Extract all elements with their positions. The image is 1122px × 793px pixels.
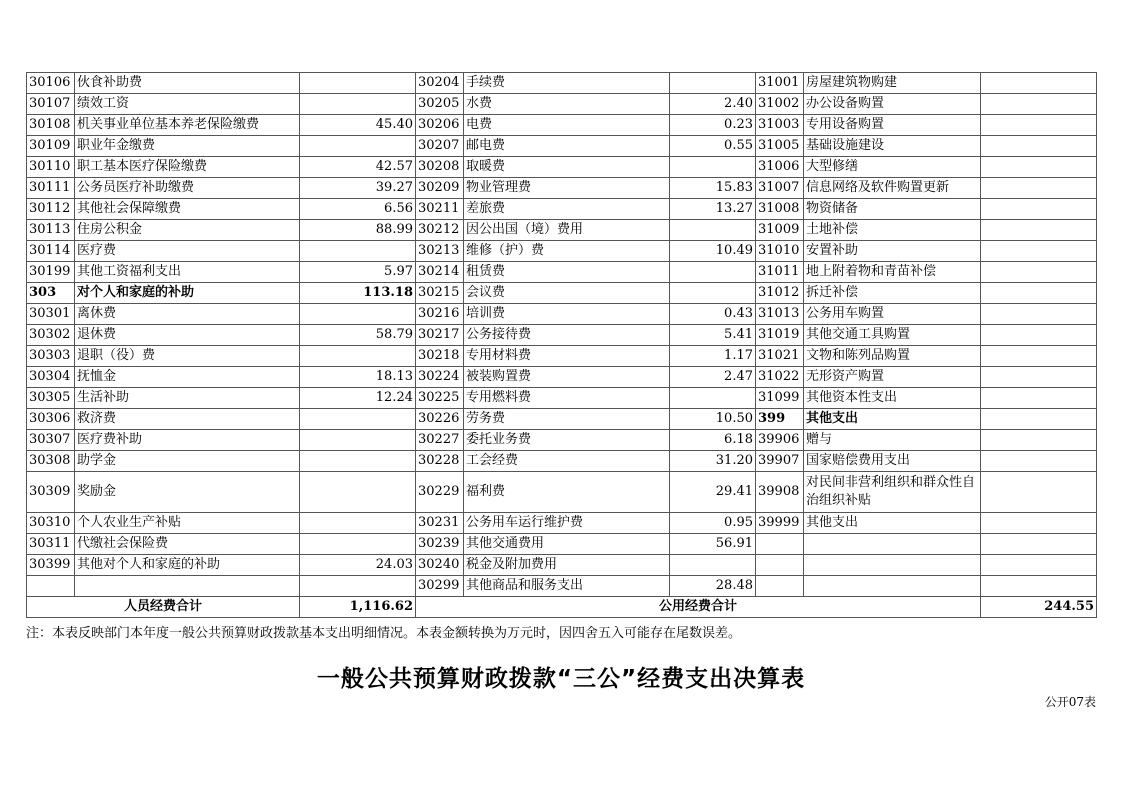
public-total-label: 公用经费合计	[416, 597, 981, 618]
amount-cell: 45.40	[300, 115, 416, 136]
code-cell: 30309	[27, 472, 75, 513]
amount-cell	[300, 430, 416, 451]
amount-cell	[981, 367, 1097, 388]
code-cell: 30212	[416, 220, 464, 241]
code-cell: 31005	[756, 136, 804, 157]
amount-cell: 29.41	[670, 472, 756, 513]
item-name-cell: 退休费	[75, 325, 300, 346]
amount-cell: 113.18	[300, 283, 416, 304]
code-cell: 30224	[416, 367, 464, 388]
amount-cell: 56.91	[670, 534, 756, 555]
amount-cell	[670, 262, 756, 283]
amount-cell	[670, 220, 756, 241]
amount-cell: 5.41	[670, 325, 756, 346]
code-cell: 39908	[756, 472, 804, 513]
item-name-cell: 地上附着物和青苗补偿	[804, 262, 981, 283]
table-row	[27, 220, 1097, 241]
item-name-cell: 文物和陈列品购置	[804, 346, 981, 367]
item-name-cell: 奖励金	[75, 472, 300, 513]
table-row	[27, 472, 1097, 513]
code-cell: 30228	[416, 451, 464, 472]
code-cell: 30311	[27, 534, 75, 555]
code-cell: 30114	[27, 241, 75, 262]
amount-cell: 28.48	[670, 576, 756, 597]
amount-cell	[981, 409, 1097, 430]
item-name-cell: 抚恤金	[75, 367, 300, 388]
item-name-cell: 离休费	[75, 304, 300, 325]
item-name-cell: 房屋建筑物购建	[804, 73, 981, 94]
amount-cell	[300, 241, 416, 262]
amount-cell	[300, 94, 416, 115]
code-cell: 31008	[756, 199, 804, 220]
item-name-cell: 绩效工资	[75, 94, 300, 115]
item-name-cell: 赠与	[804, 430, 981, 451]
item-name-cell: 取暖费	[464, 157, 670, 178]
code-cell: 30307	[27, 430, 75, 451]
item-name-cell	[75, 576, 300, 597]
code-cell: 30209	[416, 178, 464, 199]
item-name-cell: 委托业务费	[464, 430, 670, 451]
code-cell: 30304	[27, 367, 75, 388]
item-name-cell: 职工基本医疗保险缴费	[75, 157, 300, 178]
item-name-cell: 维修（护）费	[464, 241, 670, 262]
amount-cell: 0.55	[670, 136, 756, 157]
amount-cell: 0.95	[670, 513, 756, 534]
table-row	[27, 115, 1097, 136]
item-name-cell: 医疗费补助	[75, 430, 300, 451]
code-cell: 30106	[27, 73, 75, 94]
code-cell: 30211	[416, 199, 464, 220]
item-name-cell: 工会经费	[464, 451, 670, 472]
amount-cell: 2.40	[670, 94, 756, 115]
item-name-cell: 专用燃料费	[464, 388, 670, 409]
item-name-cell: 公务用车运行维护费	[464, 513, 670, 534]
item-name-cell: 公务接待费	[464, 325, 670, 346]
amount-cell: 42.57	[300, 157, 416, 178]
item-name-cell: 公务员医疗补助缴费	[75, 178, 300, 199]
item-name-cell: 安置补助	[804, 241, 981, 262]
expenditure-detail-table	[26, 72, 1097, 618]
amount-cell: 88.99	[300, 220, 416, 241]
code-cell: 31007	[756, 178, 804, 199]
amount-cell	[300, 513, 416, 534]
amount-cell	[981, 136, 1097, 157]
item-name-cell: 公务用车购置	[804, 304, 981, 325]
code-cell: 30215	[416, 283, 464, 304]
code-cell: 30306	[27, 409, 75, 430]
code-cell: 30112	[27, 199, 75, 220]
personnel-total-label: 人员经费合计	[27, 597, 300, 618]
amount-cell: 58.79	[300, 325, 416, 346]
item-name-cell: 物业管理费	[464, 178, 670, 199]
item-name-cell: 专用材料费	[464, 346, 670, 367]
code-cell: 30231	[416, 513, 464, 534]
item-name-cell: 国家赔偿费用支出	[804, 451, 981, 472]
item-name-cell: 其他支出	[804, 513, 981, 534]
code-cell: 399	[756, 409, 804, 430]
table-note: 注：本表反映部门本年度一般公共预算财政拨款基本支出明细情况。本表金额转换为万元时，因四舍五入可能存在尾数误差。	[26, 626, 742, 641]
item-name-cell: 其他资本性支出	[804, 388, 981, 409]
code-cell: 31006	[756, 157, 804, 178]
code-cell: 30227	[416, 430, 464, 451]
amount-cell	[981, 94, 1097, 115]
code-cell: 31013	[756, 304, 804, 325]
personnel-total-value: 1,116.62	[300, 597, 416, 618]
item-name-cell: 被装购置费	[464, 367, 670, 388]
item-name-cell: 其他对个人和家庭的补助	[75, 555, 300, 576]
amount-cell	[300, 409, 416, 430]
code-cell: 31002	[756, 94, 804, 115]
table-row	[27, 325, 1097, 346]
code-cell: 30299	[416, 576, 464, 597]
item-name-cell: 其他交通工具购置	[804, 325, 981, 346]
item-name-cell: 助学金	[75, 451, 300, 472]
table-row	[27, 430, 1097, 451]
code-cell: 30239	[416, 534, 464, 555]
code-cell: 30199	[27, 262, 75, 283]
amount-cell	[300, 73, 416, 94]
code-cell: 30218	[416, 346, 464, 367]
amount-cell	[981, 534, 1097, 555]
code-cell: 31001	[756, 73, 804, 94]
code-cell: 39907	[756, 451, 804, 472]
amount-cell: 1.17	[670, 346, 756, 367]
code-cell	[27, 576, 75, 597]
amount-cell	[670, 157, 756, 178]
code-cell: 30225	[416, 388, 464, 409]
amount-cell	[670, 283, 756, 304]
item-name-cell: 职业年金缴费	[75, 136, 300, 157]
amount-cell	[981, 157, 1097, 178]
item-name-cell	[804, 555, 981, 576]
amount-cell: 24.03	[300, 555, 416, 576]
item-name-cell: 其他工资福利支出	[75, 262, 300, 283]
table-row	[27, 178, 1097, 199]
code-cell: 39999	[756, 513, 804, 534]
item-name-cell: 其他交通费用	[464, 534, 670, 555]
item-name-cell: 手续费	[464, 73, 670, 94]
amount-cell	[300, 304, 416, 325]
amount-cell	[981, 346, 1097, 367]
code-cell: 39906	[756, 430, 804, 451]
code-cell: 31019	[756, 325, 804, 346]
code-cell: 31011	[756, 262, 804, 283]
code-cell	[756, 534, 804, 555]
item-name-cell: 其他支出	[804, 409, 981, 430]
amount-cell: 10.50	[670, 409, 756, 430]
item-name-cell: 其他社会保障缴费	[75, 199, 300, 220]
amount-cell	[981, 430, 1097, 451]
amount-cell: 2.47	[670, 367, 756, 388]
table-row	[27, 367, 1097, 388]
amount-cell	[981, 576, 1097, 597]
code-cell: 30305	[27, 388, 75, 409]
code-cell: 30303	[27, 346, 75, 367]
item-name-cell: 对民间非营利组织和群众性自治组织补贴	[804, 472, 981, 513]
item-name-cell	[804, 534, 981, 555]
item-name-cell: 电费	[464, 115, 670, 136]
amount-cell	[670, 73, 756, 94]
amount-cell	[300, 451, 416, 472]
code-cell: 30107	[27, 94, 75, 115]
table-row	[27, 409, 1097, 430]
code-cell: 30229	[416, 472, 464, 513]
item-name-cell: 大型修缮	[804, 157, 981, 178]
table-row	[27, 555, 1097, 576]
item-name-cell: 生活补助	[75, 388, 300, 409]
amount-cell	[981, 220, 1097, 241]
code-cell: 30216	[416, 304, 464, 325]
table-row	[27, 346, 1097, 367]
item-name-cell: 个人农业生产补贴	[75, 513, 300, 534]
table-row	[27, 199, 1097, 220]
amount-cell	[981, 388, 1097, 409]
amount-cell	[981, 73, 1097, 94]
amount-cell	[981, 451, 1097, 472]
code-cell: 30310	[27, 513, 75, 534]
amount-cell: 31.20	[670, 451, 756, 472]
code-cell	[756, 576, 804, 597]
code-cell: 30109	[27, 136, 75, 157]
item-name-cell: 伙食补助费	[75, 73, 300, 94]
item-name-cell: 差旅费	[464, 199, 670, 220]
item-name-cell: 代缴社会保险费	[75, 534, 300, 555]
item-name-cell: 住房公积金	[75, 220, 300, 241]
amount-cell	[981, 241, 1097, 262]
item-name-cell: 无形资产购置	[804, 367, 981, 388]
totals-row	[27, 597, 1097, 618]
item-name-cell: 其他商品和服务支出	[464, 576, 670, 597]
code-cell	[756, 555, 804, 576]
next-table-title: 一般公共预算财政拨款“三公”经费支出决算表	[316, 666, 806, 692]
amount-cell	[300, 136, 416, 157]
code-cell: 30214	[416, 262, 464, 283]
item-name-cell: 因公出国（境）费用	[464, 220, 670, 241]
code-cell: 30301	[27, 304, 75, 325]
code-cell: 30205	[416, 94, 464, 115]
code-cell: 30208	[416, 157, 464, 178]
amount-cell: 5.97	[300, 262, 416, 283]
amount-cell: 10.49	[670, 241, 756, 262]
public-total-value: 244.55	[981, 597, 1097, 618]
table-row	[27, 388, 1097, 409]
amount-cell	[981, 262, 1097, 283]
code-cell: 303	[27, 283, 75, 304]
table-row	[27, 513, 1097, 534]
amount-cell	[670, 388, 756, 409]
code-cell: 31021	[756, 346, 804, 367]
item-name-cell: 邮电费	[464, 136, 670, 157]
amount-cell	[981, 513, 1097, 534]
code-cell: 30113	[27, 220, 75, 241]
code-cell: 30308	[27, 451, 75, 472]
code-cell: 31010	[756, 241, 804, 262]
amount-cell	[670, 555, 756, 576]
amount-cell	[981, 115, 1097, 136]
amount-cell	[300, 576, 416, 597]
amount-cell	[981, 199, 1097, 220]
amount-cell	[981, 555, 1097, 576]
item-name-cell: 劳务费	[464, 409, 670, 430]
amount-cell: 18.13	[300, 367, 416, 388]
code-cell: 31003	[756, 115, 804, 136]
item-name-cell: 税金及附加费用	[464, 555, 670, 576]
item-name-cell: 机关事业单位基本养老保险缴费	[75, 115, 300, 136]
amount-cell: 6.18	[670, 430, 756, 451]
code-cell: 30399	[27, 555, 75, 576]
code-cell: 30226	[416, 409, 464, 430]
amount-cell: 6.56	[300, 199, 416, 220]
item-name-cell: 租赁费	[464, 262, 670, 283]
amount-cell: 13.27	[670, 199, 756, 220]
code-cell: 30217	[416, 325, 464, 346]
table-row	[27, 262, 1097, 283]
code-cell: 30108	[27, 115, 75, 136]
code-cell: 31009	[756, 220, 804, 241]
amount-cell: 12.24	[300, 388, 416, 409]
amount-cell	[300, 534, 416, 555]
amount-cell	[981, 472, 1097, 513]
code-cell: 30206	[416, 115, 464, 136]
item-name-cell: 基础设施建设	[804, 136, 981, 157]
code-cell: 30302	[27, 325, 75, 346]
code-cell: 30240	[416, 555, 464, 576]
table-row	[27, 283, 1097, 304]
table-row	[27, 576, 1097, 597]
table-row	[27, 157, 1097, 178]
table-row	[27, 451, 1097, 472]
code-cell: 30111	[27, 178, 75, 199]
amount-cell	[981, 325, 1097, 346]
table-row	[27, 534, 1097, 555]
table-row	[27, 94, 1097, 115]
amount-cell: 39.27	[300, 178, 416, 199]
item-name-cell: 水费	[464, 94, 670, 115]
amount-cell: 0.43	[670, 304, 756, 325]
amount-cell: 0.23	[670, 115, 756, 136]
item-name-cell: 土地补偿	[804, 220, 981, 241]
code-cell: 30110	[27, 157, 75, 178]
amount-cell	[981, 283, 1097, 304]
code-cell: 31022	[756, 367, 804, 388]
item-name-cell: 信息网络及软件购置更新	[804, 178, 981, 199]
item-name-cell: 福利费	[464, 472, 670, 513]
table-row	[27, 136, 1097, 157]
amount-cell	[300, 472, 416, 513]
code-cell: 31012	[756, 283, 804, 304]
item-name-cell: 退职（役）费	[75, 346, 300, 367]
amount-cell	[981, 304, 1097, 325]
table-row	[27, 304, 1097, 325]
item-name-cell	[804, 576, 981, 597]
next-table-number: 公开07表	[1044, 695, 1096, 709]
code-cell: 30204	[416, 73, 464, 94]
table-row	[27, 73, 1097, 94]
item-name-cell: 医疗费	[75, 241, 300, 262]
amount-cell	[981, 178, 1097, 199]
code-cell: 30213	[416, 241, 464, 262]
item-name-cell: 专用设备购置	[804, 115, 981, 136]
item-name-cell: 会议费	[464, 283, 670, 304]
amount-cell: 15.83	[670, 178, 756, 199]
amount-cell	[300, 346, 416, 367]
item-name-cell: 物资储备	[804, 199, 981, 220]
item-name-cell: 办公设备购置	[804, 94, 981, 115]
item-name-cell: 培训费	[464, 304, 670, 325]
item-name-cell: 对个人和家庭的补助	[75, 283, 300, 304]
code-cell: 31099	[756, 388, 804, 409]
item-name-cell: 拆迁补偿	[804, 283, 981, 304]
code-cell: 30207	[416, 136, 464, 157]
table-row	[27, 241, 1097, 262]
item-name-cell: 救济费	[75, 409, 300, 430]
